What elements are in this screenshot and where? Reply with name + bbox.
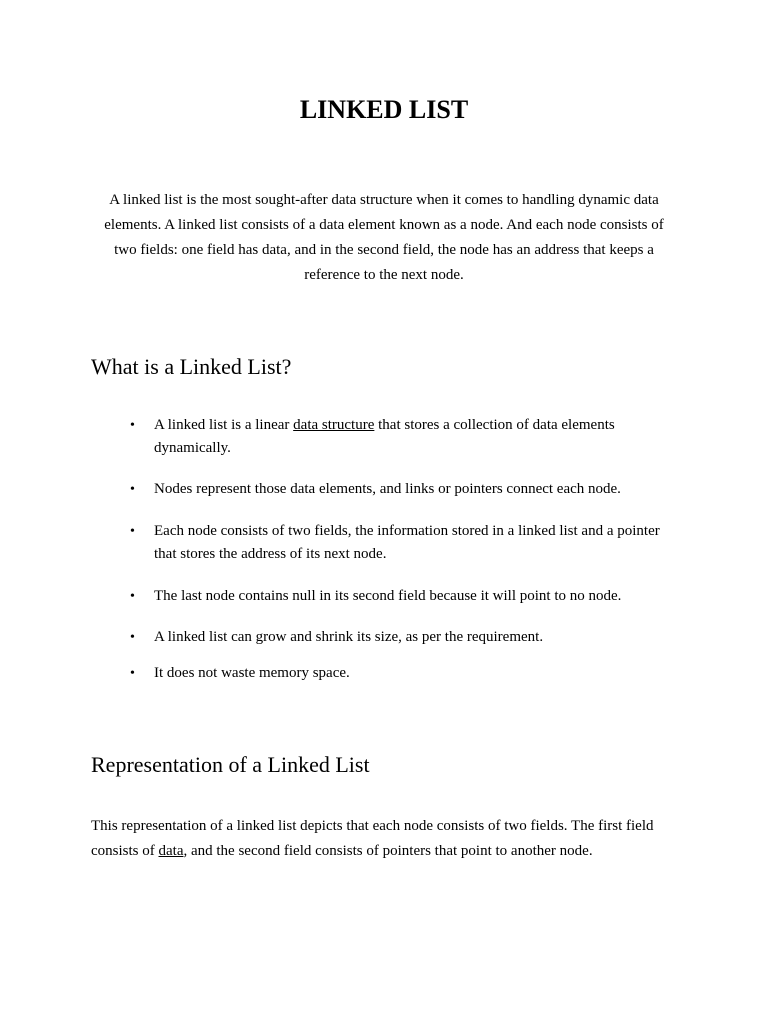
list-item-text — [154, 414, 674, 460]
list-item-text-start: A linked list is a linear — [154, 417, 294, 433]
page-title: LINKED LIST — [299, 95, 469, 124]
intro-paragraph: A linked list is the most sought-after data structure when it comes to handling dynamic data elements. A linked list consists of a data element known as a node. And each node consists of two fields: one field has data, and in the second field, the node has an address that keeps a reference to the next node. — [104, 192, 664, 283]
bullet-icon: • — [130, 666, 135, 681]
representation-paragraph — [91, 814, 671, 864]
section-heading-representation: Representation of a Linked List — [91, 752, 370, 777]
data-structure-link[interactable]: data structure — [293, 417, 375, 433]
section-heading-what-is: What is a Linked List? — [91, 354, 292, 379]
list-item-text-end: that stores a collection of data elements dynamically. — [154, 417, 615, 456]
list-item-text: Each node consists of two fields, the information stored in a linked list and a pointer that stores the address of its next node. — [154, 523, 660, 562]
paragraph-text-end: , and the second field consists of pointers that point to another node. — [183, 843, 593, 859]
bullet-icon: • — [130, 482, 135, 497]
bullet-icon: • — [130, 418, 135, 433]
bullet-icon: • — [130, 630, 135, 645]
list-item-text: It does not waste memory space. — [154, 665, 350, 681]
list-item-text: The last node contains null in its second field because it will point to no node. — [154, 588, 622, 604]
bullet-icon: • — [130, 589, 135, 604]
paragraph-text-start: This representation of a linked list depicts that each node consists of two fields. The first field consists of — [91, 818, 654, 859]
list-item-text: Nodes represent those data elements, and links or pointers connect each node. — [154, 481, 621, 497]
list-item-text: A linked list can grow and shrink its size, as per the requirement. — [154, 629, 544, 645]
bullet-icon: • — [130, 524, 135, 539]
data-link[interactable]: data — [158, 843, 184, 859]
